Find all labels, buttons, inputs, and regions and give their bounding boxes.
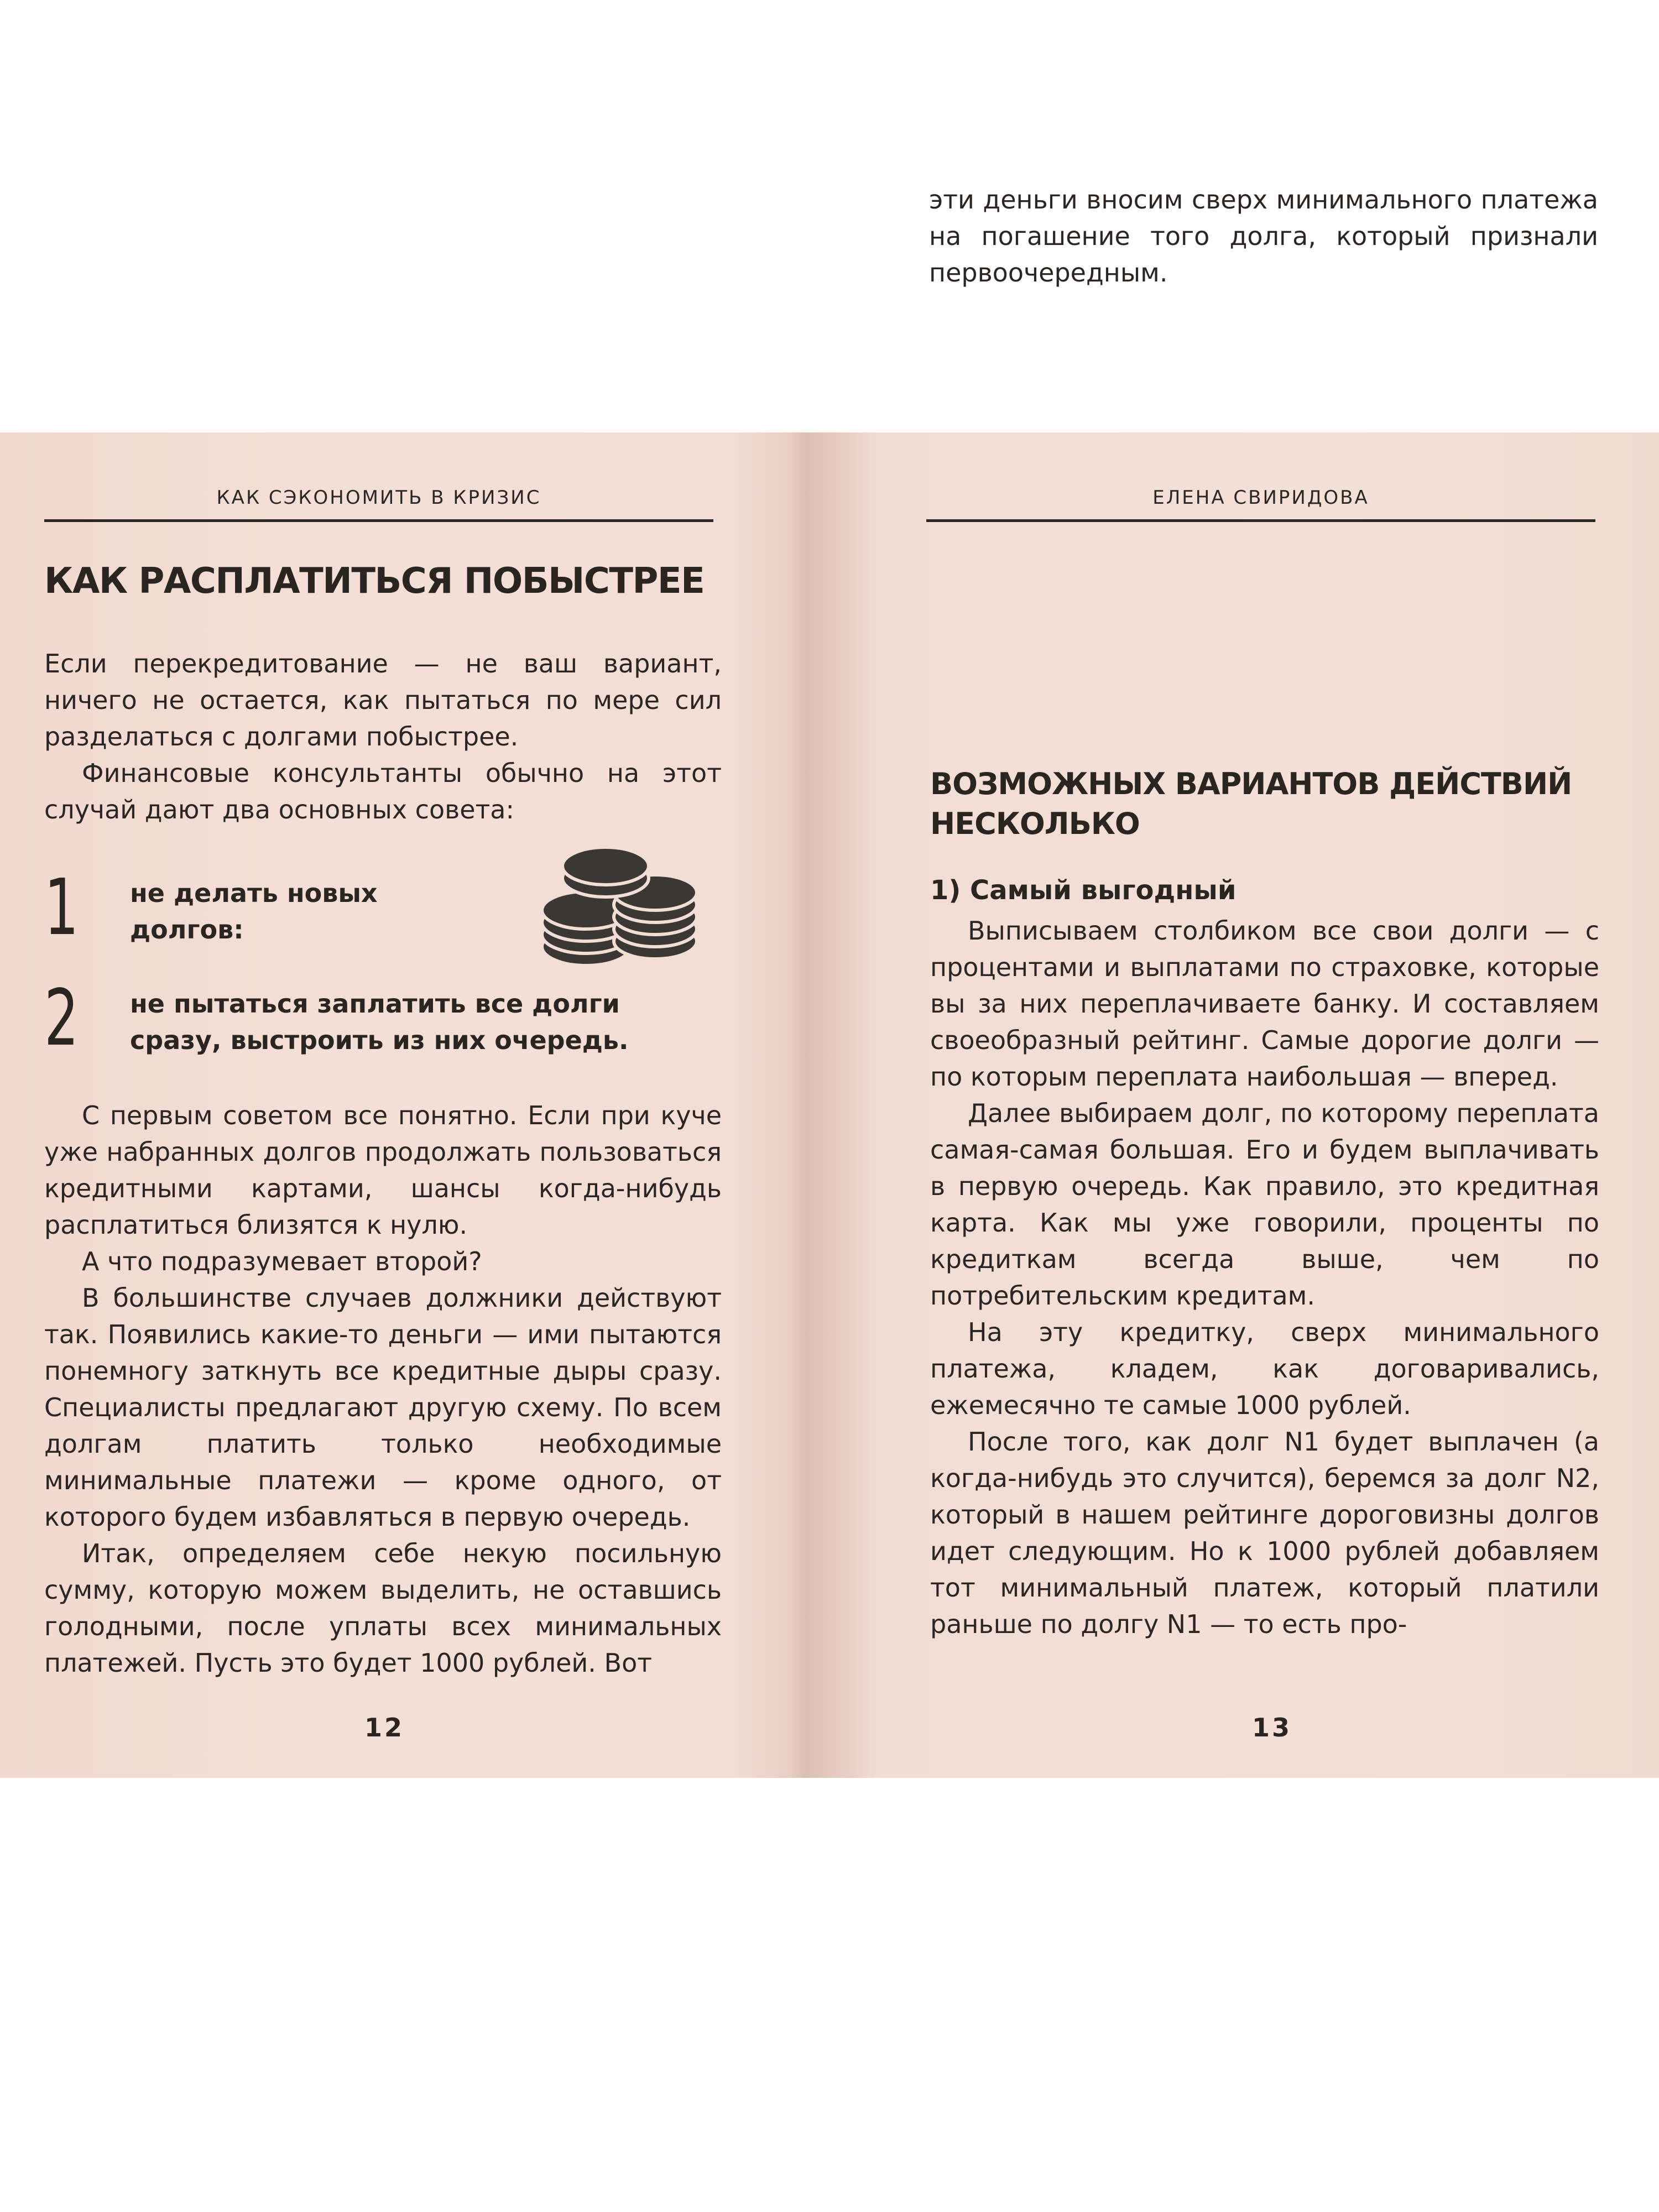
running-head-left: КАК СЭКОНОМИТЬ В КРИЗИС: [216, 487, 541, 509]
continued-paragraph: эти деньги вносим сверх минимального платежа на погашение того долга, который признали первоочередным.: [929, 185, 1598, 288]
body-text-left: [44, 1097, 722, 1681]
page-number-left: 12: [364, 1713, 404, 1743]
paragraph: Выписываем столбиком все свои долги — с процентами и выплатами по страховке, которые вы за них переплачиваете банку. И составляем своеобразный рейтинг. Самые дорогие долги — по которым переплата наибольшая — вперед.: [930, 916, 1599, 1092]
paragraph: Финансовые консультанты обычно на этот случай дают два основных совета:: [44, 758, 722, 825]
paragraph: На эту кредитку, сверх минимального платежа, кладем, как договаривались, ежемесячно те самые 1000 рублей.: [930, 1317, 1599, 1420]
continued-text-block: [929, 181, 1598, 291]
left-page: [0, 432, 807, 1778]
running-head-right: ЕЛЕНА СВИРИДОВА: [1152, 487, 1369, 509]
coins-stack-icon: [539, 836, 700, 969]
tip-text: не делать новых долгов:: [130, 878, 378, 945]
paragraph: Если перекредитование — не ваш вариант, ничего не остается, как пытаться по мере сил разделаться с долгами побыстрее.: [44, 649, 722, 752]
section-heading: КАК РАСПЛАТИТЬСЯ ПОБЫСТРЕЕ: [44, 561, 705, 602]
page-number-right: 13: [1251, 1713, 1292, 1743]
subsection-heading: ВОЗМОЖНЫХ ВАРИАНТОВ ДЕЙСТВИЙ НЕСКОЛЬКО: [930, 766, 1572, 841]
paragraph: После того, как долг N1 будет выплачен (а когда-нибудь это случится), беремся за долг N2, который в нашем рейтинге дороговизны долгов идет следующим. Но к 1000 рублей добавляем тот минимальный платеж, который платили раньше по долгу N1 — то есть про-: [930, 1427, 1599, 1639]
book-spread: [0, 432, 1659, 1778]
tip-text: не пытаться заплатить все долги сразу, выстроить из них очередь.: [130, 989, 629, 1055]
paragraph: С первым советом все понятно. Если при куче уже набранных долгов продолжать пользоваться кредитными картами, шансы когда-нибудь расплатиться близятся к нулю.: [44, 1100, 722, 1240]
paragraph: В большинстве случаев должники действуют так. Появились какие-то деньги — ими пытаются понемногу заткнуть все кредитные дыры сразу. Специалисты предлагают другую схему. По всем долгам платить только необходимые минимальные платежи — кроме одного, от которого будем избавляться в первую очередь.: [44, 1283, 722, 1532]
option-title: 1) Самый выгодный: [930, 875, 1237, 906]
paragraph: Далее выбираем долг, по которому переплата самая-самая большая. Его и будем выплачивать в первую очередь. Как правило, это кредитная карта. Как мы уже говорили, проценты по кредиткам всегда выше, чем по потребительским кредитам.: [930, 1098, 1599, 1311]
header-rule-left: [44, 519, 713, 522]
paragraph: Итак, определяем себе некую посильную сумму, которую можем выделить, не оставшись голодными, после уплаты всех минимальных платежей. Пусть это будет 1000 рублей. Вот: [44, 1538, 722, 1678]
tip-number: 2: [44, 973, 79, 1063]
right-page: [824, 432, 1659, 1778]
tip-item-2: [44, 973, 664, 1068]
intro-text: [44, 645, 722, 828]
header-rule-right: [926, 519, 1595, 522]
tip-number: 1: [44, 863, 79, 953]
body-text-right: [930, 912, 1599, 1642]
paragraph: А что подразумевает второй?: [82, 1246, 482, 1276]
